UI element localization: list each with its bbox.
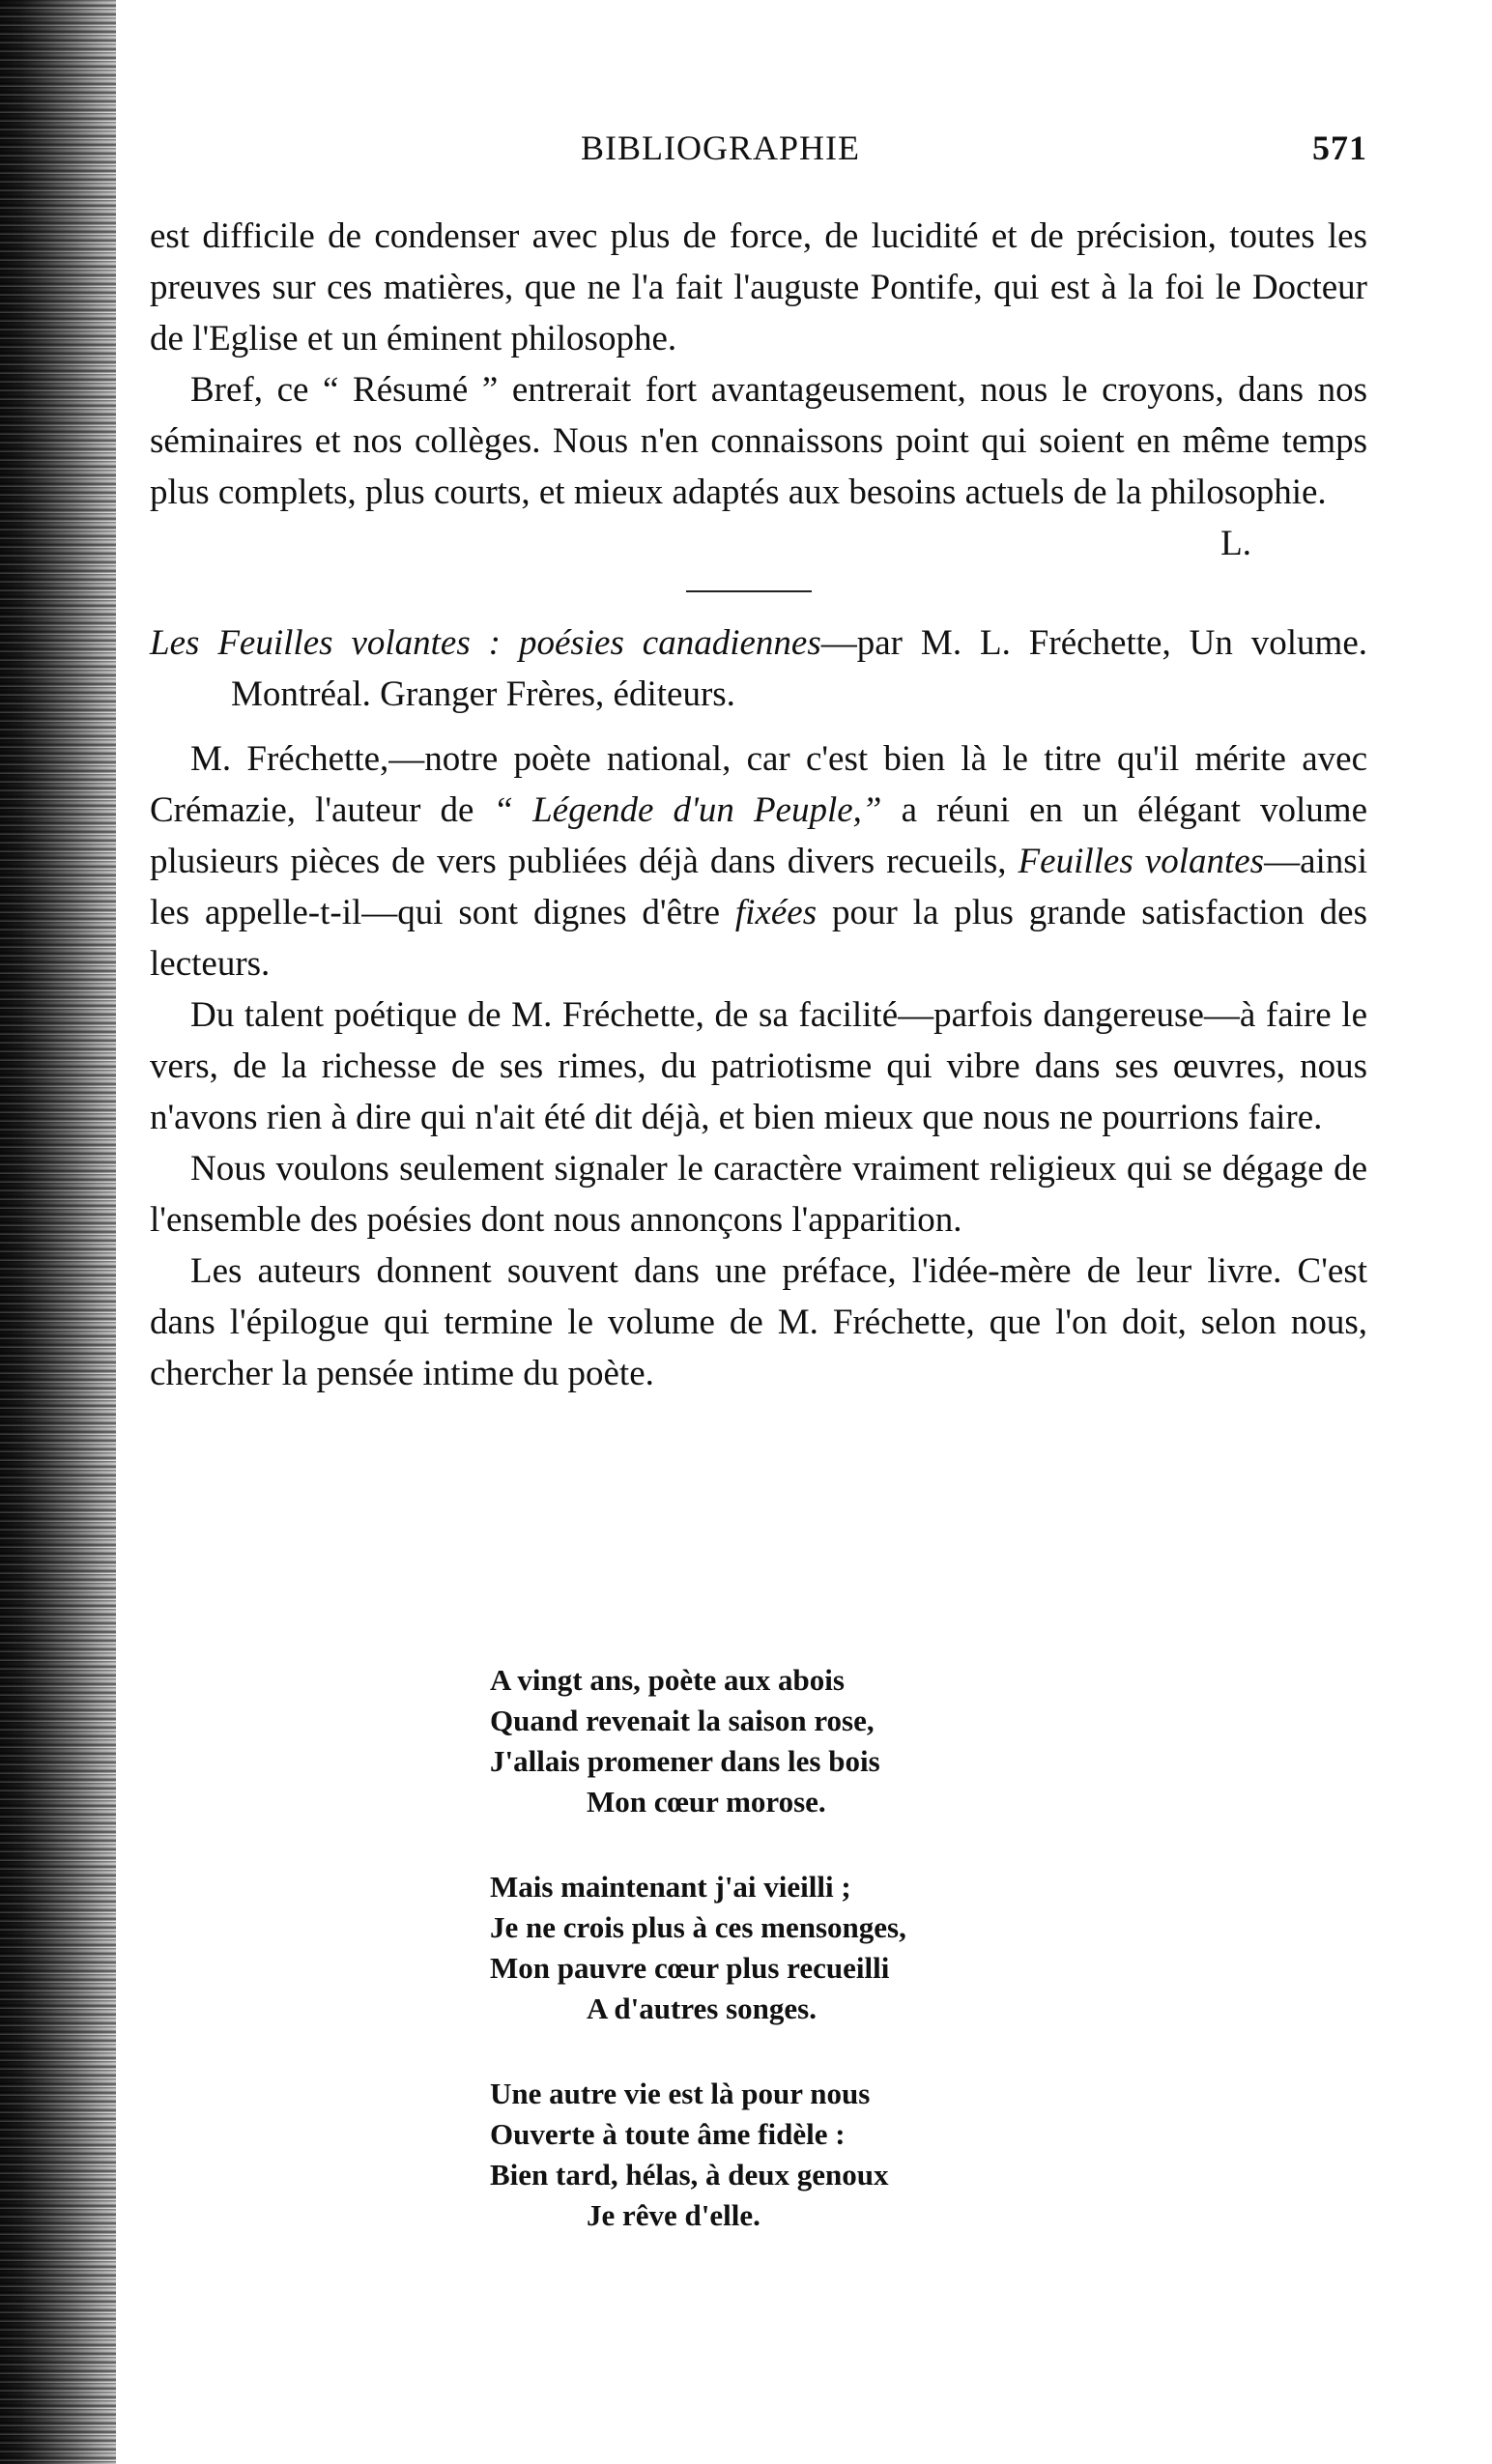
running-head — [150, 128, 1367, 178]
poem-line: J'allais promener dans les bois — [490, 1744, 880, 1778]
signature: L. — [1220, 524, 1251, 563]
book-details: —par M. L. Fréchette, Un volume. Montréal. Granger Frères, éditeurs. — [231, 623, 1368, 714]
poem-line: Mon pauvre cœur plus recueilli — [490, 1951, 890, 1985]
page-number: 571 — [1312, 129, 1367, 167]
book-page — [150, 0, 1367, 2464]
cited-title: Feuilles volantes — [1018, 842, 1265, 881]
emphasis: fixées — [734, 893, 818, 932]
scanned-binding-edge — [0, 0, 116, 2464]
paragraph: Du talent poétique de M. Fréchette, de sa facilité—parfois dangereuse—à faire le vers, de la richesse de ses rimes, du patriotisme qui vibre dans ses œuvres, nous n'avons rien à dire qui n'ait été dit déjà, et bien mieux que nous ne pourrions faire. — [150, 995, 1367, 1137]
book-title: Les Feuilles volantes : poésies canadiennes — [150, 623, 821, 663]
paragraph: Nous voulons seulement signaler le caractère vraiment religieux qui se dégage de l'ensemble des poésies dont nous annonçons l'apparition. — [150, 1149, 1367, 1240]
paragraph: est difficile de condenser avec plus de force, de lucidité et de précision, toutes les preuves sur ces matières, que ne l'a fait l'auguste Pontife, qui est à la foi le Docteur de l'Eglise et un éminent philosophe. — [150, 216, 1367, 358]
text-run: a réuni en un élégant volume plusieurs pièces de vers publiées déjà dans divers recueils, — [150, 790, 1367, 881]
poem-line: Quand revenait la saison rose, — [490, 1704, 875, 1737]
text-run: —ainsi les appelle-t-il—qui sont dignes d'être — [150, 842, 1367, 932]
poem-line: Mais maintenant j'ai vieilli ; — [490, 1870, 851, 1904]
poem-line: Je rêve d'elle. — [587, 2198, 760, 2232]
poem-stanza — [490, 1660, 1070, 1822]
text-run: M. Fréchette,—notre poète national, car c'est bien là le titre qu'il mérite avec Crémazie, l'auteur de — [150, 739, 1367, 830]
text-run: pour la plus grande satisfaction des lecteurs. — [150, 893, 1367, 984]
poem-line: Je ne crois plus à ces mensonges, — [490, 1910, 906, 1944]
poem-line: Mon cœur morose. — [587, 1785, 826, 1819]
bibliographic-entry — [150, 617, 1367, 720]
poem-line: Une autre vie est là pour nous — [490, 2077, 871, 2110]
section-divider — [686, 590, 812, 592]
poem — [490, 1660, 1070, 2280]
running-head-title: BIBLIOGRAPHIE — [581, 129, 860, 167]
paragraph: Bref, ce “ Résumé ” entrerait fort avantageusement, nous le croyons, dans nos séminaires et nos collèges. Nous n'en connaissons point qui soient en même temps plus complets, plus courts, et mieux adaptés aux besoins actuels de la philosophie. — [150, 370, 1367, 512]
poem-line: Bien tard, hélas, à deux genoux — [490, 2158, 889, 2192]
poem-stanza — [490, 2074, 1070, 2236]
paragraph: Les auteurs donnent souvent dans une préface, l'idée-mère de leur livre. C'est dans l'épilogue qui termine le volume de M. Fréchette, que l'on doit, selon nous, chercher la pensée intime du poète. — [150, 1251, 1367, 1393]
section-divider-wrap — [150, 569, 1367, 617]
poem-stanza — [490, 1867, 1070, 2029]
poem-line: Ouverte à toute âme fidèle : — [490, 2117, 846, 2151]
poem-line: A vingt ans, poète aux abois — [490, 1663, 845, 1697]
cited-title: “ Légende d'un Peuple,” — [493, 790, 882, 830]
body-text — [150, 211, 1367, 1399]
paragraph — [150, 733, 1367, 989]
poem-line: A d'autres songes. — [587, 1991, 817, 2025]
